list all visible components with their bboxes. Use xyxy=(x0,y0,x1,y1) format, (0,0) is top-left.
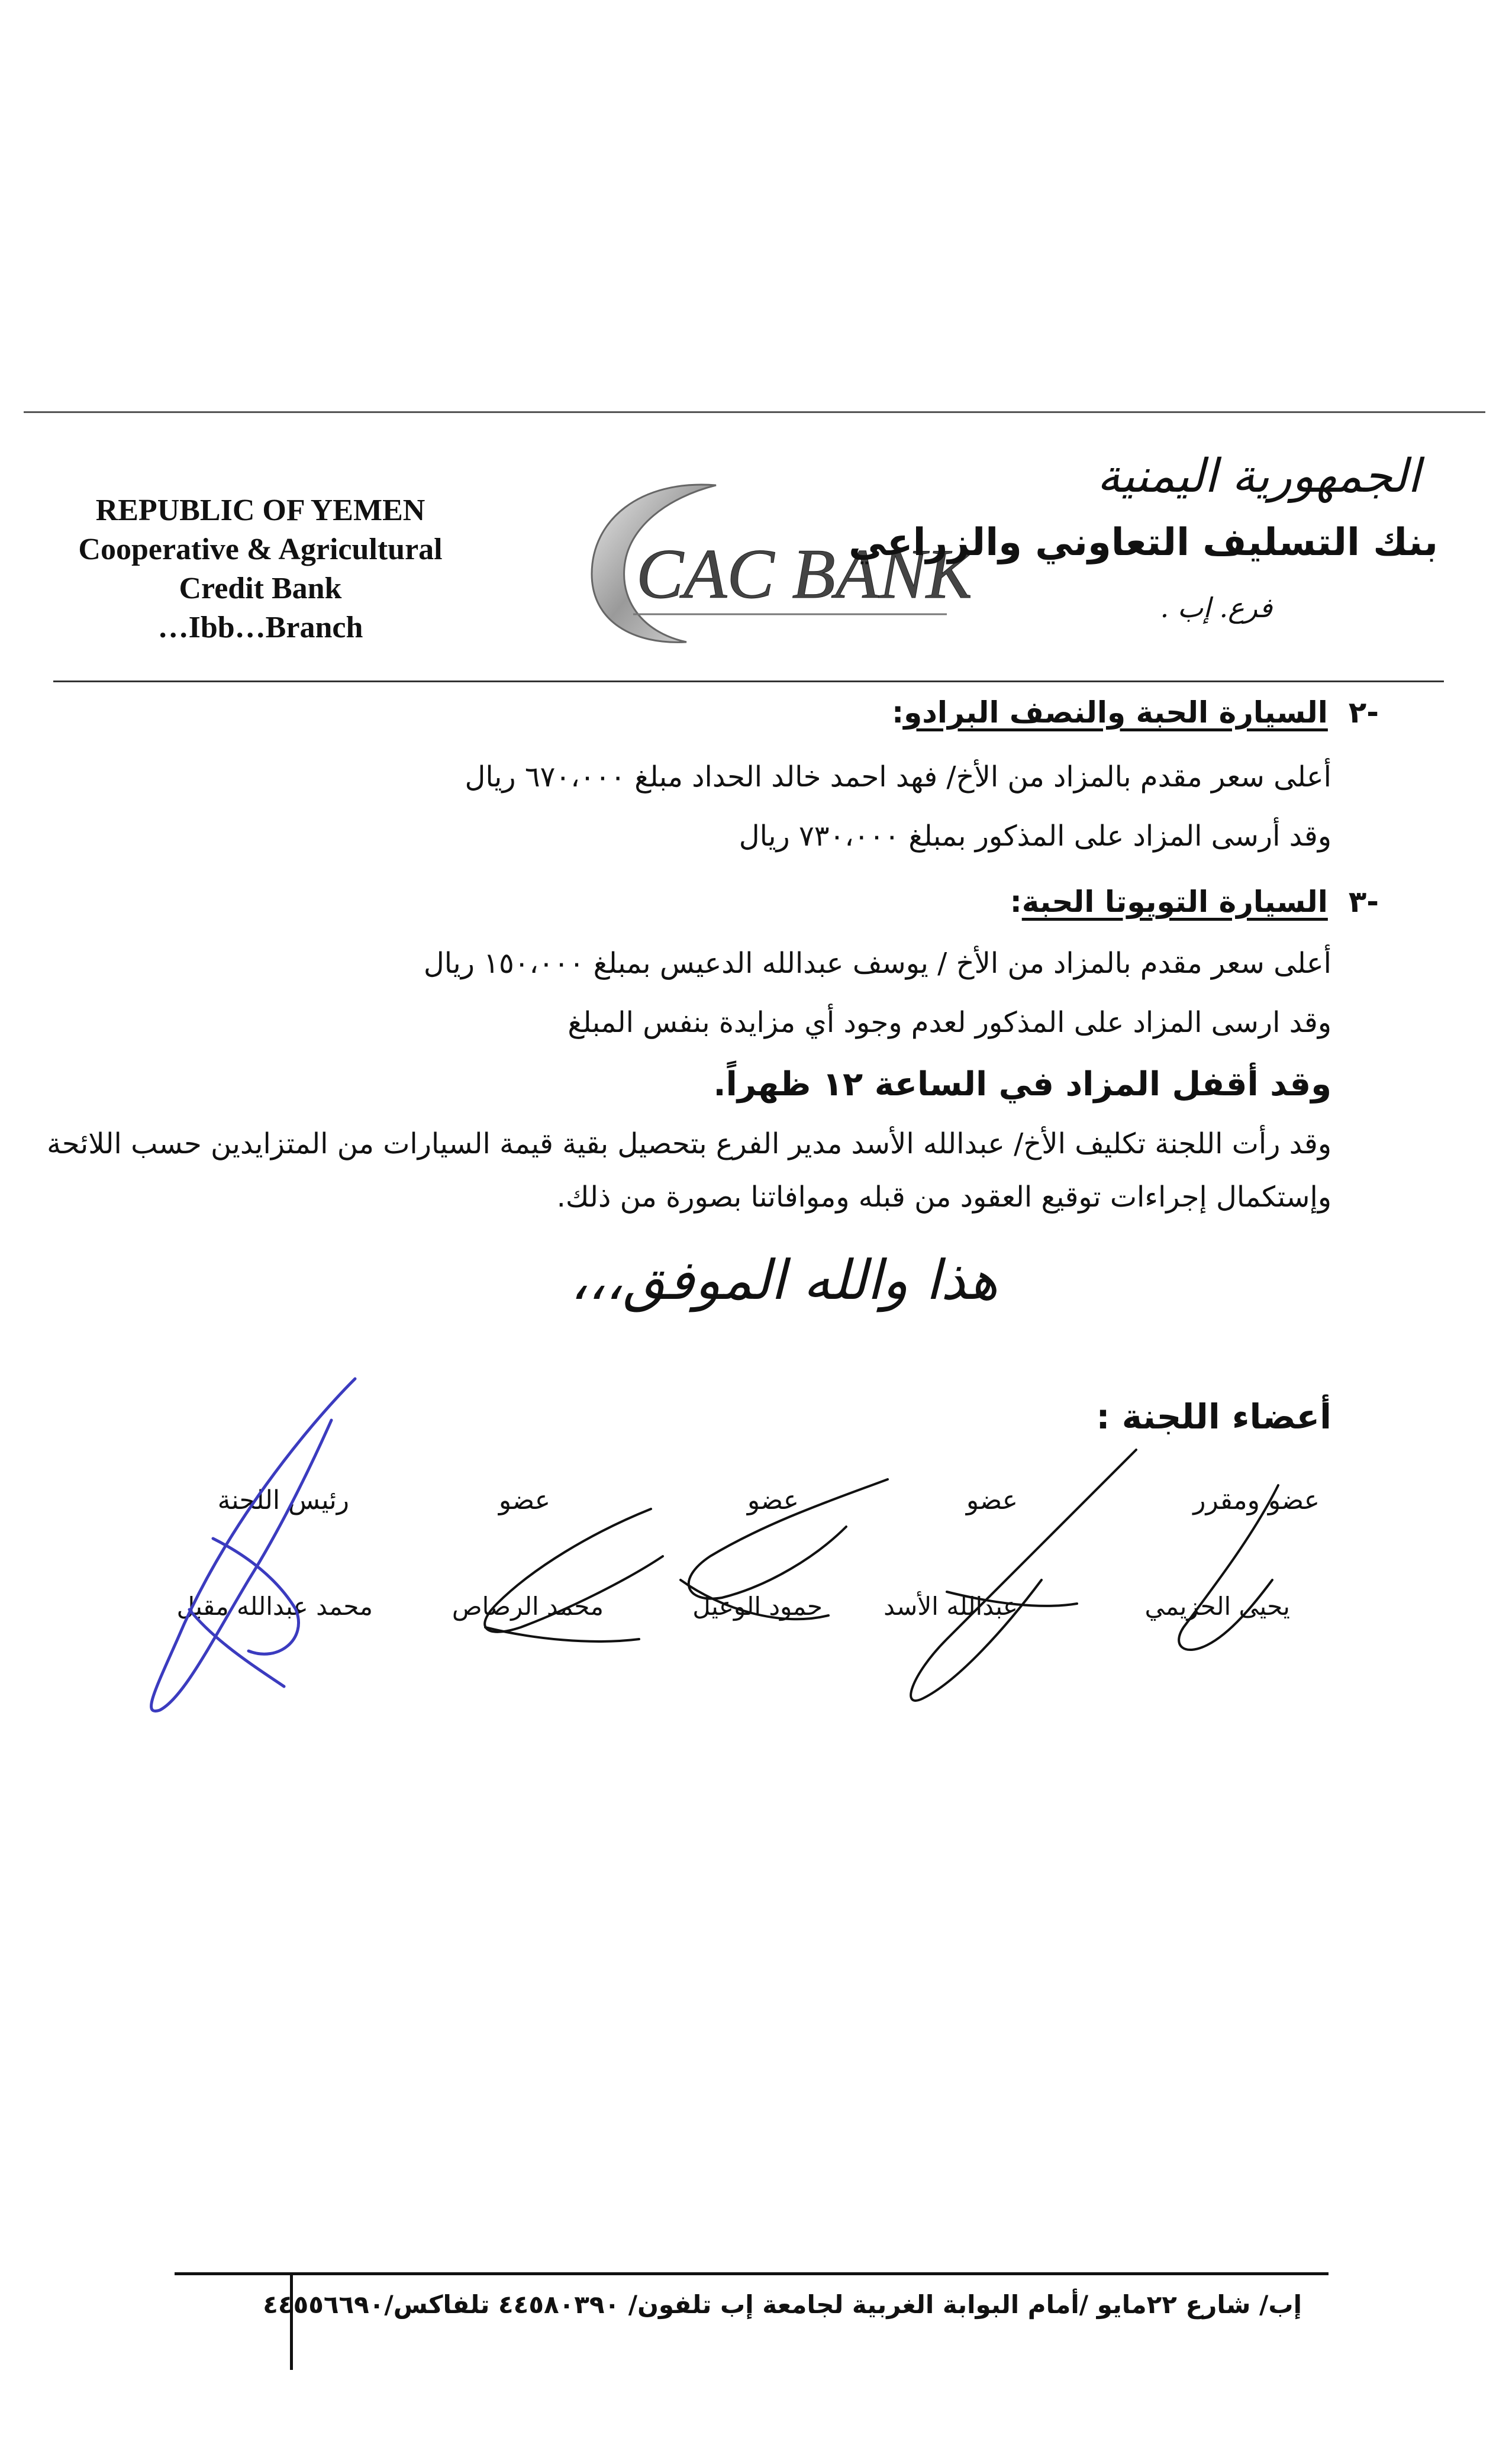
logo-text: CAC BANK xyxy=(636,534,970,613)
member-3-role: عضو xyxy=(747,1485,799,1515)
item-3-line-2: وقد ارسى المزاد على المذكور لعدم وجود أي مزايدة بنفس المبلغ xyxy=(568,1006,1331,1039)
english-branch: …Ibb…Branch xyxy=(157,611,363,644)
member-5-name: محمد عبدالله مقبل xyxy=(176,1592,373,1621)
item-2-title: السيارة الحبة والنصف البرادو xyxy=(904,695,1328,730)
closing-phrase: هذا والله الموفق،،، xyxy=(570,1249,998,1312)
footer-vertical-rule xyxy=(290,2275,293,2370)
english-republic: REPUBLIC OF YEMEN xyxy=(95,494,425,527)
arabic-branch: فرع. إب . xyxy=(1160,592,1272,624)
signature-member-2 xyxy=(911,1450,1136,1701)
member-1-name: يحيى الحزيمي xyxy=(1144,1592,1290,1621)
item-3-number: -٣ xyxy=(1348,885,1379,919)
footer-rule xyxy=(175,2272,1329,2275)
member-1-role: عضو ومقرر xyxy=(1193,1485,1320,1515)
member-2-role: عضو xyxy=(966,1485,1018,1515)
item-3-title: السيارة التويوتا الحبة xyxy=(1021,885,1328,919)
item-2-heading: -٢ السيارة الحبة والنصف البرادو: xyxy=(892,695,1379,730)
english-letterhead xyxy=(59,491,462,647)
signature-member-4 xyxy=(485,1509,663,1641)
member-3-name: حمود الوعيل xyxy=(692,1592,823,1621)
english-bank-line2: Credit Bank xyxy=(179,572,342,605)
item-3-line-1: أعلى سعر مقدم بالمزاد من الأخ / يوسف عبدالله الدعيس بمبلغ ١٥٠،٠٠٠ ريال xyxy=(423,947,1331,980)
decision-line-1: وقد رأت اللجنة تكليف الأخ/ عبدالله الأسد مدير الفرع بتحصيل بقية قيمة السيارات من المتزايدين حسب اللائحة xyxy=(47,1127,1331,1160)
arabic-bank-name: بنك التسليف التعاوني والزراعي xyxy=(849,521,1438,565)
signature-chairman xyxy=(151,1379,355,1711)
member-5-role: رئيس اللجنة xyxy=(217,1485,349,1515)
item-2-line-1: أعلى سعر مقدم بالمزاد من الأخ/ فهد احمد خالد الحداد مبلغ ٦٧٠،٠٠٠ ريال xyxy=(465,760,1331,794)
member-2-name: عبدالله الأسد xyxy=(884,1592,1018,1621)
footer-address: إب/ شارع ٢٢مايو /أمام البوابة الغربية لجامعة إب تلفون/ ٤٤٥٨٠٣٩٠ تلفاكس/٤٤٥٥٦٦٩٠ xyxy=(263,2290,1302,2319)
arabic-republic: الجمهورية اليمنية xyxy=(1097,450,1420,503)
item-2-line-2: وقد أرسى المزاد على المذكور بمبلغ ٧٣٠،٠٠٠ ريال xyxy=(739,820,1331,853)
closing-time: وقد أقفل المزاد في الساعة ١٢ ظهراً. xyxy=(713,1065,1331,1104)
top-rule xyxy=(24,411,1485,413)
header-divider xyxy=(53,680,1444,682)
decision-line-2: وإستكمال إجراءات توقيع العقود من قبله وموافاتنا بصورة من ذلك. xyxy=(556,1181,1331,1214)
member-4-role: عضو xyxy=(498,1485,550,1515)
committee-heading: أعضاء اللجنة : xyxy=(1096,1397,1331,1437)
item-2-number: -٢ xyxy=(1348,695,1379,730)
item-3-heading: -٣ السيارة التويوتا الحبة: xyxy=(1010,885,1379,919)
english-bank-line1: Cooperative & Agricultural xyxy=(78,533,443,566)
member-4-name: محمد الرصاص xyxy=(452,1592,604,1621)
